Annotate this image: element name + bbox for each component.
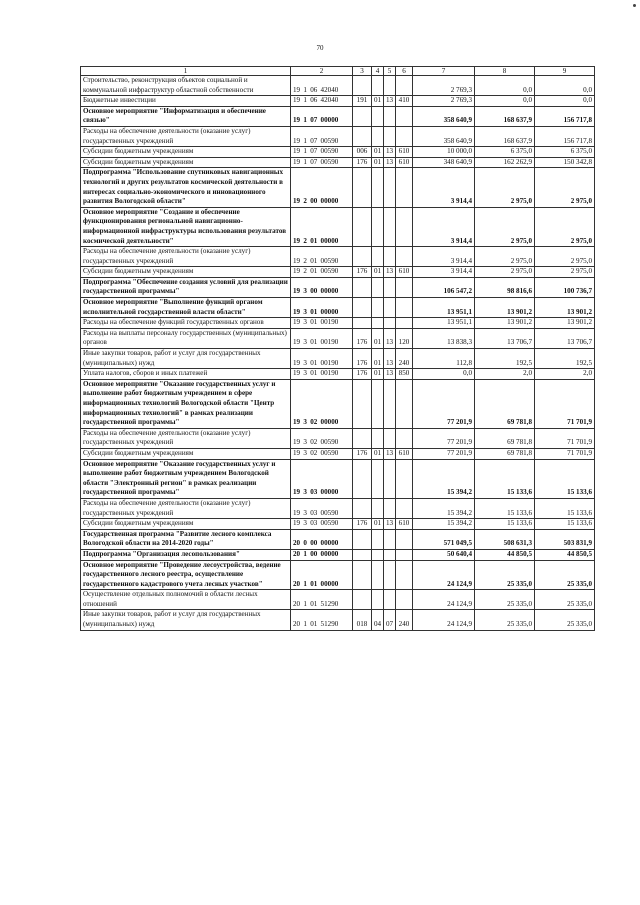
row-c4: 04: [372, 610, 384, 630]
row-v9: 15 133,6: [535, 519, 595, 530]
table-row: [81, 549, 595, 560]
row-c4: 01: [372, 349, 384, 369]
row-c5: [384, 428, 396, 448]
row-v8: 6 375,0: [475, 147, 535, 158]
row-c3: [353, 498, 372, 518]
row-code: 20 0 00 00000: [291, 529, 353, 549]
row-v7: 3 914,4: [413, 247, 475, 267]
row-v9: 71 701,9: [535, 448, 595, 459]
row-v7: 106 547,2: [413, 277, 475, 297]
row-c5: 13: [384, 147, 396, 158]
row-v9: 2 975,0: [535, 168, 595, 207]
row-code: 19 3 01 00190: [291, 328, 353, 348]
row-v9: 192,5: [535, 349, 595, 369]
row-v8: 168 637,9: [475, 106, 535, 126]
table-row: [81, 379, 595, 428]
row-v7: 358 640,9: [413, 106, 475, 126]
row-code: 19 1 07 00590: [291, 126, 353, 146]
row-c6: 610: [396, 448, 413, 459]
row-c5: [384, 498, 396, 518]
row-c5: [384, 168, 396, 207]
row-c3: 176: [353, 519, 372, 530]
row-c3: [353, 379, 372, 428]
row-code: 19 3 01 00000: [291, 298, 353, 318]
row-c5: [384, 126, 396, 146]
row-name: Расходы на обеспечение деятельности (оказание услуг) государственных учреждений: [81, 428, 291, 448]
row-code: 19 3 02 00590: [291, 428, 353, 448]
row-c6: [396, 247, 413, 267]
row-c4: [372, 560, 384, 590]
row-c5: [384, 459, 396, 498]
row-v9: 13 706,7: [535, 328, 595, 348]
row-c3: [353, 168, 372, 207]
row-c6: [396, 379, 413, 428]
row-c3: [353, 590, 372, 610]
row-v8: 98 816,6: [475, 277, 535, 297]
table-row: [81, 448, 595, 459]
table-row: [81, 318, 595, 329]
row-c6: [396, 126, 413, 146]
row-code: 19 3 03 00590: [291, 519, 353, 530]
row-name: Субсидии бюджетным учреждениям: [81, 267, 291, 278]
row-c6: [396, 529, 413, 549]
row-c3: [353, 560, 372, 590]
row-name: Основное мероприятие "Оказание государственных услуг и выполнение работ бюджетным учреждением в сфере информационных технологий Вологодской области "Центр информационных технологий" в рамках реализации государственной программы": [81, 379, 291, 428]
row-code: 19 3 01 00190: [291, 369, 353, 380]
row-name: Основное мероприятие "Создание и обеспечение функционирования региональной навигационно-информационной инфраструктуры использования результатов космической деятельности": [81, 207, 291, 246]
row-c6: 610: [396, 519, 413, 530]
row-c5: [384, 247, 396, 267]
header-cell: 8: [475, 67, 535, 76]
row-v9: 44 850,5: [535, 549, 595, 560]
row-c4: [372, 247, 384, 267]
row-v7: 13 951,1: [413, 298, 475, 318]
table-row: [81, 529, 595, 549]
row-c4: [372, 428, 384, 448]
row-name: Расходы на обеспечение деятельности (оказание услуг) государственных учреждений: [81, 498, 291, 518]
row-c4: 01: [372, 157, 384, 168]
table-row: [81, 277, 595, 297]
table-row: [81, 498, 595, 518]
row-c3: [353, 529, 372, 549]
row-c5: [384, 106, 396, 126]
row-c4: [372, 549, 384, 560]
row-c4: [372, 298, 384, 318]
row-c4: [372, 126, 384, 146]
row-name: Подпрограмма "Организация лесопользования": [81, 549, 291, 560]
table-row: [81, 349, 595, 369]
row-c5: [384, 590, 396, 610]
row-v7: 77 201,9: [413, 379, 475, 428]
row-v7: 10 000,0: [413, 147, 475, 158]
row-v8: 0,0: [475, 96, 535, 107]
page-number: 70: [316, 44, 324, 52]
row-c4: [372, 106, 384, 126]
row-c4: [372, 318, 384, 329]
row-v8: 0,0: [475, 76, 535, 96]
row-name: Иные закупки товаров, работ и услуг для государственных (муниципальных) нужд: [81, 610, 291, 630]
row-v8: 2 975,0: [475, 207, 535, 246]
row-v7: 50 640,4: [413, 549, 475, 560]
row-name: Расходы на обеспечение деятельности (оказание услуг) государственных учреждений: [81, 126, 291, 146]
row-name: Субсидии бюджетным учреждениям: [81, 157, 291, 168]
row-c6: [396, 76, 413, 96]
header-cell: 9: [535, 67, 595, 76]
row-c6: [396, 549, 413, 560]
row-v8: 15 133,6: [475, 459, 535, 498]
table-row: [81, 168, 595, 207]
table-row: [81, 126, 595, 146]
row-c5: 13: [384, 519, 396, 530]
row-c6: [396, 428, 413, 448]
table-row: [81, 207, 595, 246]
row-c4: [372, 529, 384, 549]
row-c6: [396, 560, 413, 590]
row-c4: [372, 498, 384, 518]
row-c3: 176: [353, 349, 372, 369]
row-c6: [396, 498, 413, 518]
row-c3: 191: [353, 96, 372, 107]
row-c5: [384, 207, 396, 246]
row-v8: 2,0: [475, 369, 535, 380]
row-name: Основное мероприятие "Оказание государственных услуг и выполнение работ бюджетным учреждением Вологодской области "Электронный регион" в рамках реализации государственной программы": [81, 459, 291, 498]
row-c4: 01: [372, 328, 384, 348]
row-v9: 0,0: [535, 76, 595, 96]
row-c6: [396, 207, 413, 246]
budget-table: [80, 66, 595, 631]
header-cell: 7: [413, 67, 475, 76]
row-name: Государственная программа "Развитие лесного комплекса Вологодской области на 2014-2020 годы": [81, 529, 291, 549]
row-v8: 15 133,6: [475, 498, 535, 518]
scan-dot: [633, 4, 636, 7]
row-name: Основное мероприятие "Проведение лесоустройства, ведение государственного лесного реестра, осуществление государственного кадастрового учета лесных участков": [81, 560, 291, 590]
row-c5: [384, 529, 396, 549]
row-v8: 13 706,7: [475, 328, 535, 348]
row-v9: 503 831,9: [535, 529, 595, 549]
row-code: 19 2 01 00590: [291, 247, 353, 267]
table-row: [81, 519, 595, 530]
row-name: Иные закупки товаров, работ и услуг для государственных (муниципальных) нужд: [81, 349, 291, 369]
row-v9: 71 701,9: [535, 379, 595, 428]
row-code: 19 2 01 00000: [291, 207, 353, 246]
row-c3: [353, 428, 372, 448]
row-c5: 13: [384, 448, 396, 459]
row-v7: 15 394,2: [413, 459, 475, 498]
row-c3: 176: [353, 448, 372, 459]
row-v9: 25 335,0: [535, 560, 595, 590]
row-c5: [384, 560, 396, 590]
row-v9: 150 342,8: [535, 157, 595, 168]
row-c5: 07: [384, 610, 396, 630]
row-c4: 01: [372, 369, 384, 380]
row-c3: [353, 298, 372, 318]
row-c3: [353, 247, 372, 267]
row-c3: [353, 277, 372, 297]
row-code: 19 1 06 42040: [291, 96, 353, 107]
row-name: Субсидии бюджетным учреждениям: [81, 448, 291, 459]
row-c6: [396, 106, 413, 126]
row-v9: 156 717,8: [535, 106, 595, 126]
row-c3: 006: [353, 147, 372, 158]
row-v8: 44 850,5: [475, 549, 535, 560]
row-c6: [396, 590, 413, 610]
row-code: 19 3 03 00000: [291, 459, 353, 498]
row-v8: 168 637,9: [475, 126, 535, 146]
row-v7: 3 914,4: [413, 168, 475, 207]
row-v8: 25 335,0: [475, 610, 535, 630]
row-v9: 2 975,0: [535, 267, 595, 278]
row-c5: [384, 277, 396, 297]
row-code: 20 1 01 51290: [291, 590, 353, 610]
table-row: [81, 560, 595, 590]
table-row: [81, 459, 595, 498]
row-c3: [353, 106, 372, 126]
row-c6: 240: [396, 349, 413, 369]
row-c6: [396, 298, 413, 318]
row-v9: 2 975,0: [535, 207, 595, 246]
row-v8: 25 335,0: [475, 560, 535, 590]
table-row: [81, 106, 595, 126]
row-v8: 15 133,6: [475, 519, 535, 530]
row-v9: 13 901,2: [535, 318, 595, 329]
row-v7: 15 394,2: [413, 498, 475, 518]
row-c4: [372, 590, 384, 610]
row-name: Расходы на обеспечение функций государственных органов: [81, 318, 291, 329]
row-v9: 2 975,0: [535, 247, 595, 267]
row-c4: [372, 76, 384, 96]
row-v7: 13 951,1: [413, 318, 475, 329]
row-name: Субсидии бюджетным учреждениям: [81, 147, 291, 158]
row-v7: 3 914,4: [413, 267, 475, 278]
row-v7: 348 640,9: [413, 157, 475, 168]
row-name: Строительство, реконструкция объектов социальной и коммунальной инфраструктур областной собственности: [81, 76, 291, 96]
row-v7: 24 124,9: [413, 610, 475, 630]
row-c3: [353, 207, 372, 246]
row-code: 19 2 01 00590: [291, 267, 353, 278]
header-cell: 6: [396, 67, 413, 76]
row-c5: 13: [384, 267, 396, 278]
row-v8: 69 781,8: [475, 379, 535, 428]
row-v8: 25 335,0: [475, 590, 535, 610]
row-name: Расходы на выплаты персоналу государственных (муниципальных) органов: [81, 328, 291, 348]
row-c3: [353, 318, 372, 329]
row-v9: 15 133,6: [535, 459, 595, 498]
row-v7: 15 394,2: [413, 519, 475, 530]
row-c4: 01: [372, 448, 384, 459]
row-v9: 71 701,9: [535, 428, 595, 448]
row-c5: [384, 76, 396, 96]
row-v7: 3 914,4: [413, 207, 475, 246]
row-v7: 112,8: [413, 349, 475, 369]
row-name: Уплата налогов, сборов и иных платежей: [81, 369, 291, 380]
row-name: Субсидии бюджетным учреждениям: [81, 519, 291, 530]
table-row: [81, 157, 595, 168]
row-v9: 15 133,6: [535, 498, 595, 518]
row-code: 19 2 00 00000: [291, 168, 353, 207]
table-row: [81, 96, 595, 107]
row-c6: [396, 168, 413, 207]
table-row: [81, 76, 595, 96]
row-v9: 100 736,7: [535, 277, 595, 297]
row-name: Подпрограмма "Использование спутниковых навигационных технологий и других результатов космической деятельности в интересах социально-экономического и инновационного развития Вологодской области": [81, 168, 291, 207]
row-v9: 2,0: [535, 369, 595, 380]
row-v7: 2 769,3: [413, 76, 475, 96]
row-c6: 850: [396, 369, 413, 380]
row-v9: 156 717,8: [535, 126, 595, 146]
row-code: 19 3 02 00590: [291, 448, 353, 459]
row-c6: 120: [396, 328, 413, 348]
table-row: [81, 590, 595, 610]
row-code: 19 3 02 00000: [291, 379, 353, 428]
header-cell: 4: [372, 67, 384, 76]
table-row: [81, 369, 595, 380]
row-code: 20 1 01 00000: [291, 560, 353, 590]
row-c6: 240: [396, 610, 413, 630]
row-code: 19 1 07 00590: [291, 157, 353, 168]
row-code: 19 1 07 00000: [291, 106, 353, 126]
row-c5: [384, 549, 396, 560]
row-c3: 176: [353, 157, 372, 168]
row-c6: [396, 318, 413, 329]
row-c6: 610: [396, 157, 413, 168]
row-v8: 2 975,0: [475, 168, 535, 207]
row-v8: 162 262,9: [475, 157, 535, 168]
row-code: 19 3 03 00590: [291, 498, 353, 518]
table-row: [81, 610, 595, 630]
row-v8: 69 781,8: [475, 428, 535, 448]
row-v9: 25 335,0: [535, 590, 595, 610]
row-v8: 192,5: [475, 349, 535, 369]
row-name: Расходы на обеспечение деятельности (оказание услуг) государственных учреждений: [81, 247, 291, 267]
row-c5: 13: [384, 157, 396, 168]
row-c4: [372, 379, 384, 428]
table-row: [81, 428, 595, 448]
row-name: Основное мероприятие "Выполнение функций органом исполнительной государственной власти области": [81, 298, 291, 318]
table-row: [81, 267, 595, 278]
row-c4: 01: [372, 267, 384, 278]
row-c3: 176: [353, 328, 372, 348]
row-v7: 77 201,9: [413, 428, 475, 448]
row-v8: 2 975,0: [475, 247, 535, 267]
header-cell: 3: [353, 67, 372, 76]
row-c3: 018: [353, 610, 372, 630]
row-v8: 69 781,8: [475, 448, 535, 459]
row-v7: 24 124,9: [413, 560, 475, 590]
row-v9: 25 335,0: [535, 610, 595, 630]
row-c5: 13: [384, 349, 396, 369]
row-c3: [353, 459, 372, 498]
row-c4: 01: [372, 147, 384, 158]
row-c5: [384, 318, 396, 329]
row-v9: 6 375,0: [535, 147, 595, 158]
row-c3: 176: [353, 369, 372, 380]
row-v7: 358 640,9: [413, 126, 475, 146]
row-name: Осуществление отдельных полномочий в области лесных отношений: [81, 590, 291, 610]
table-row: [81, 328, 595, 348]
row-code: 20 1 00 00000: [291, 549, 353, 560]
table-row: [81, 247, 595, 267]
row-c6: 610: [396, 147, 413, 158]
row-c4: [372, 277, 384, 297]
row-code: 19 1 07 00590: [291, 147, 353, 158]
row-code: 19 1 06 42040: [291, 76, 353, 96]
row-c3: [353, 549, 372, 560]
row-name: Основное мероприятие "Информатизация и обеспечение связью": [81, 106, 291, 126]
row-v8: 2 975,0: [475, 267, 535, 278]
row-c6: [396, 277, 413, 297]
row-c3: [353, 126, 372, 146]
row-code: 19 3 00 00000: [291, 277, 353, 297]
row-c5: [384, 379, 396, 428]
table-row: [81, 147, 595, 158]
row-c4: [372, 207, 384, 246]
row-c5: 13: [384, 369, 396, 380]
header-cell: 1: [81, 67, 291, 76]
row-code: 19 3 01 00190: [291, 349, 353, 369]
row-code: 19 3 01 00190: [291, 318, 353, 329]
row-c5: 13: [384, 96, 396, 107]
row-c4: [372, 459, 384, 498]
row-v7: 571 049,5: [413, 529, 475, 549]
row-v7: 13 838,3: [413, 328, 475, 348]
row-c3: [353, 76, 372, 96]
row-code: 20 1 01 51290: [291, 610, 353, 630]
row-v7: 24 124,9: [413, 590, 475, 610]
row-v9: 0,0: [535, 96, 595, 107]
row-v8: 508 631,3: [475, 529, 535, 549]
row-v8: 13 901,2: [475, 298, 535, 318]
row-name: Бюджетные инвестиции: [81, 96, 291, 107]
row-c6: 610: [396, 267, 413, 278]
row-c6: [396, 459, 413, 498]
table-row: [81, 298, 595, 318]
row-c5: [384, 298, 396, 318]
row-c6: 410: [396, 96, 413, 107]
row-c3: 176: [353, 267, 372, 278]
row-v9: 13 901,2: [535, 298, 595, 318]
row-c4: 01: [372, 519, 384, 530]
row-c4: [372, 168, 384, 207]
header-cell: 2: [291, 67, 353, 76]
table-header: [81, 67, 595, 76]
row-c5: 13: [384, 328, 396, 348]
row-c4: 01: [372, 96, 384, 107]
row-v7: 0,0: [413, 369, 475, 380]
row-v7: 2 769,3: [413, 96, 475, 107]
row-v7: 77 201,9: [413, 448, 475, 459]
row-v8: 13 901,2: [475, 318, 535, 329]
row-name: Подпрограмма "Обеспечение создания условий для реализации государственной программы": [81, 277, 291, 297]
header-cell: 5: [384, 67, 396, 76]
